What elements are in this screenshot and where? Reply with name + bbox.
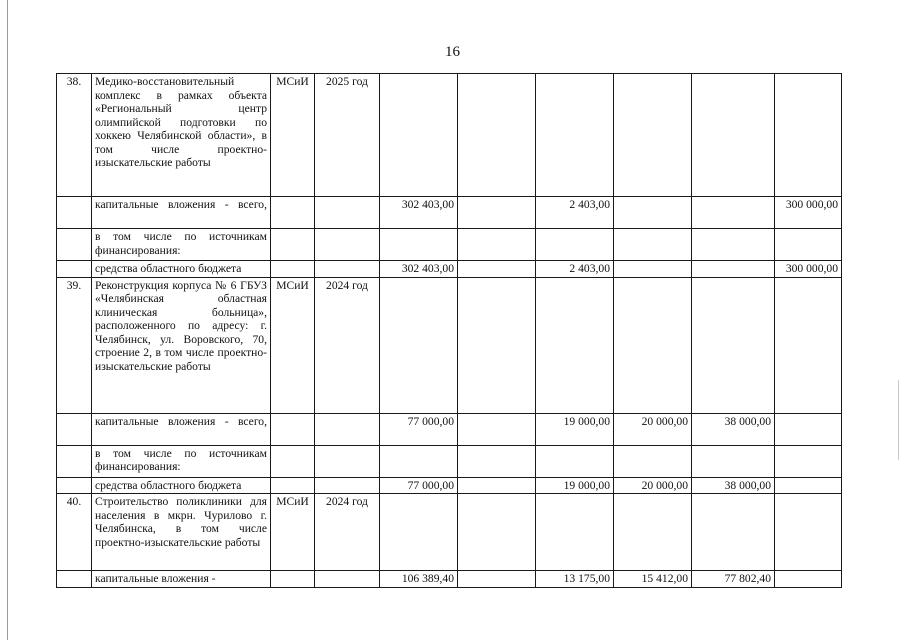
completion-year: 2024 год [315,494,380,571]
amount-cell [458,277,536,413]
executor [271,477,315,494]
amount-cell [692,261,775,278]
row-number [57,261,92,278]
amount-cell [614,261,692,278]
amount-cell [614,494,692,571]
amount-cell [775,413,842,445]
funding-row [57,197,842,229]
amount-cell: 38 000,00 [692,477,775,494]
amount-cell [458,494,536,571]
amount-cell [536,494,614,571]
amount-cell: 77 000,00 [380,413,458,445]
amount-cell: 77 000,00 [380,477,458,494]
amount-cell: 300 000,00 [775,261,842,278]
item-name: Реконструкция корпуса № 6 ГБУЗ «Челябинская областная клиническая больница», расположенного по адресу: г. Челябинск, ул. Воровского, 70, строение 2, в том числе проектно-изыскательские работы [92,277,271,413]
amount-cell: 20 000,00 [614,413,692,445]
item-name: средства областного бюджета [92,477,271,494]
executor [271,229,315,261]
row-number [57,197,92,229]
object-row [57,74,842,197]
amount-cell [692,494,775,571]
amount-cell: 106 389,40 [380,571,458,588]
row-number [57,477,92,494]
amount-cell [775,445,842,477]
amount-cell: 77 802,40 [692,571,775,588]
amount-cell [380,229,458,261]
item-name: Строительство поликлиники для населения в мкрн. Чурилово г. Челябинска, в том числе проектно-изыскательские работы [92,494,271,571]
amount-cell: 2 403,00 [536,197,614,229]
amount-cell [536,445,614,477]
completion-year [315,261,380,278]
row-number: 39. [57,277,92,413]
scan-left-edge [7,0,8,640]
completion-year [315,571,380,588]
amount-cell [458,571,536,588]
executor [271,413,315,445]
amount-cell [536,74,614,197]
amount-cell: 2 403,00 [536,261,614,278]
amount-cell: 19 000,00 [536,413,614,445]
item-name: средства областного бюджета [92,261,271,278]
item-name: Медико-восстановительный комплекс в рамках объекта «Региональный центр олимпийской подготовки по хоккею Челябинской области», в том числе проектно-изыскательские работы [92,74,271,197]
row-number: 38. [57,74,92,197]
amount-cell [536,277,614,413]
amount-cell [458,261,536,278]
object-row [57,494,842,571]
amount-cell: 19 000,00 [536,477,614,494]
executor [271,445,315,477]
amount-cell: 300 000,00 [775,197,842,229]
funding-row [57,413,842,445]
amount-cell [458,229,536,261]
completion-year: 2025 год [315,74,380,197]
funding-row [57,477,842,494]
page-number: 16 [445,44,460,60]
object-row [57,277,842,413]
amount-cell [536,229,614,261]
amount-cell [380,74,458,197]
executor [271,261,315,278]
executor: МСиИ [271,74,315,197]
amount-cell [458,477,536,494]
executor: МСиИ [271,277,315,413]
completion-year [315,445,380,477]
funding-row [57,445,842,477]
amount-cell [380,445,458,477]
amount-cell [614,445,692,477]
item-name: капитальные вложения - всего, [92,413,271,445]
completion-year [315,197,380,229]
amount-cell: 302 403,00 [380,197,458,229]
amount-cell [775,477,842,494]
amount-cell [380,277,458,413]
item-name: капитальные вложения - всего, [92,197,271,229]
completion-year: 2024 год [315,277,380,413]
scan-right-edge-mark [898,380,899,460]
row-number [57,229,92,261]
amount-cell [692,277,775,413]
amount-cell [380,494,458,571]
capital-investment-table [56,73,842,588]
amount-cell [614,74,692,197]
executor [271,571,315,588]
executor: МСиИ [271,494,315,571]
amount-cell [458,74,536,197]
amount-cell: 302 403,00 [380,261,458,278]
amount-cell [614,197,692,229]
amount-cell [458,413,536,445]
completion-year [315,477,380,494]
item-name: в том числе по источникам финансирования: [92,229,271,261]
amount-cell [692,197,775,229]
funding-row [57,261,842,278]
amount-cell [692,74,775,197]
completion-year [315,413,380,445]
amount-cell: 38 000,00 [692,413,775,445]
funding-row [57,229,842,261]
row-number [57,571,92,588]
amount-cell [775,74,842,197]
funding-row [57,571,842,588]
amount-cell [614,229,692,261]
row-number: 40. [57,494,92,571]
amount-cell [692,229,775,261]
amount-cell [458,197,536,229]
completion-year [315,229,380,261]
item-name: капитальные вложения - [92,571,271,588]
amount-cell [458,445,536,477]
amount-cell [692,445,775,477]
row-number [57,445,92,477]
amount-cell [775,277,842,413]
executor [271,197,315,229]
amount-cell [775,571,842,588]
amount-cell [775,494,842,571]
amount-cell [614,277,692,413]
amount-cell: 15 412,00 [614,571,692,588]
row-number [57,413,92,445]
item-name: в том числе по источникам финансирования: [92,445,271,477]
table-body [57,74,842,588]
amount-cell: 13 175,00 [536,571,614,588]
amount-cell: 20 000,00 [614,477,692,494]
amount-cell [775,229,842,261]
